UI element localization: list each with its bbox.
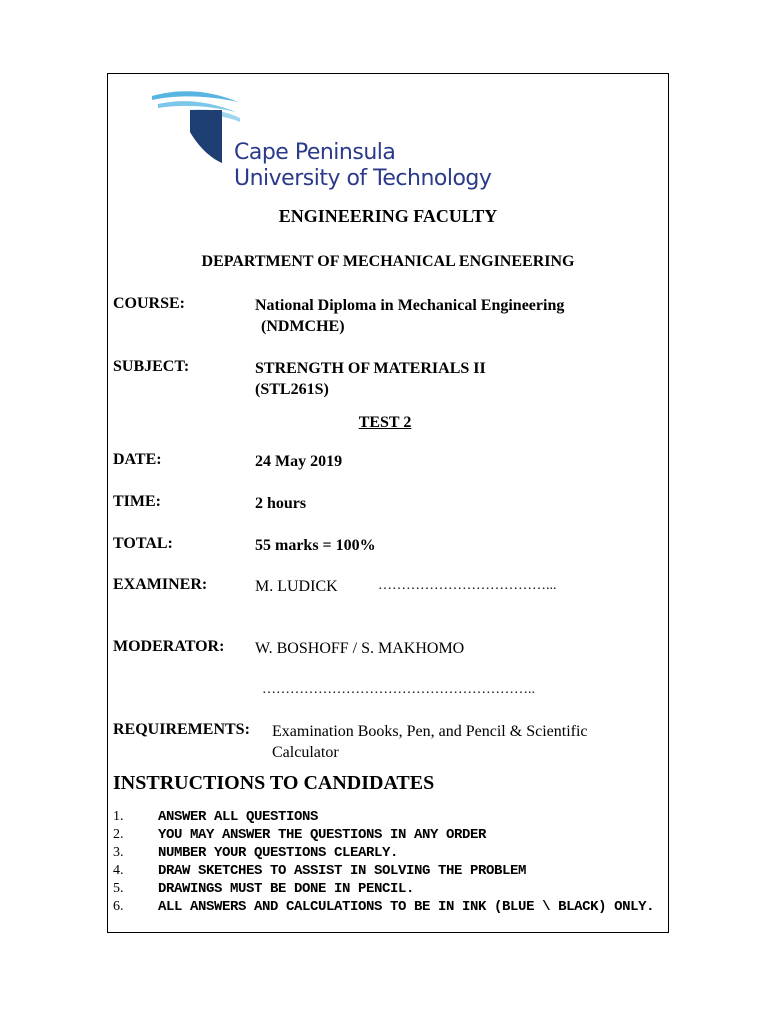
examiner-signature-line: ………………………………... [378, 578, 557, 593]
instructions-heading: INSTRUCTIONS TO CANDIDATES [113, 772, 435, 794]
subject-value-line-2: (STL261S) [255, 381, 329, 398]
list-item-number: 4. [113, 863, 124, 878]
requirements-label: REQUIREMENTS: [113, 721, 250, 738]
logo-line-2: University of Technology [234, 166, 492, 191]
date-value: 24 May 2019 [255, 453, 343, 470]
time-label: TIME: [113, 493, 161, 510]
department-heading: DEPARTMENT OF MECHANICAL ENGINEERING [201, 253, 575, 270]
subject-label: SUBJECT: [113, 358, 190, 375]
test-title: TEST 2 [358, 414, 412, 431]
list-item-number: 1. [113, 809, 124, 824]
examiner-value: M. LUDICK [255, 578, 338, 595]
list-item-text: DRAW SKETCHES TO ASSIST IN SOLVING THE PROBLEM [158, 863, 527, 879]
moderator-value: W. BOSHOFF / S. MAKHOMO [255, 640, 465, 657]
moderator-label: MODERATOR: [113, 638, 225, 655]
logo-line-1: Cape Peninsula [234, 140, 396, 165]
list-item-number: 3. [113, 845, 124, 860]
list-item-number: 6. [113, 899, 124, 914]
time-value: 2 hours [255, 495, 307, 512]
course-value-line-2: (NDMCHE) [261, 318, 345, 335]
requirements-value-line-2: Calculator [272, 744, 339, 761]
date-label: DATE: [113, 451, 162, 468]
course-label: COURSE: [113, 295, 186, 312]
total-label: TOTAL: [113, 535, 173, 552]
moderator-signature-line: ………………………………………………….. [262, 682, 535, 697]
examiner-label: EXAMINER: [113, 576, 208, 593]
list-item-text: ALL ANSWERS AND CALCULATIONS TO BE IN INK (BLUE \ BLACK) ONLY. [158, 899, 655, 915]
requirements-value [272, 721, 652, 763]
total-value: 55 marks = 100% [255, 537, 376, 554]
list-item-text: DRAWINGS MUST BE DONE IN PENCIL. [158, 881, 415, 897]
course-value-line-1: National Diploma in Mechanical Engineering [255, 297, 565, 314]
subject-value-line-1: STRENGTH OF MATERIALS II [255, 360, 486, 377]
university-name [234, 140, 491, 192]
list-item-text: ANSWER ALL QUESTIONS [158, 809, 319, 825]
requirements-value-line-1: Examination Books, Pen, and Pencil & Scientific [272, 723, 588, 740]
list-item-number: 5. [113, 881, 124, 896]
subject-value [255, 358, 486, 400]
course-value [255, 295, 564, 337]
list-item-number: 2. [113, 827, 124, 842]
faculty-heading: ENGINEERING FACULTY [278, 206, 498, 226]
page-border [107, 73, 669, 933]
list-item-text: NUMBER YOUR QUESTIONS CLEARLY. [158, 845, 399, 861]
list-item-text: YOU MAY ANSWER THE QUESTIONS IN ANY ORDER [158, 827, 487, 843]
